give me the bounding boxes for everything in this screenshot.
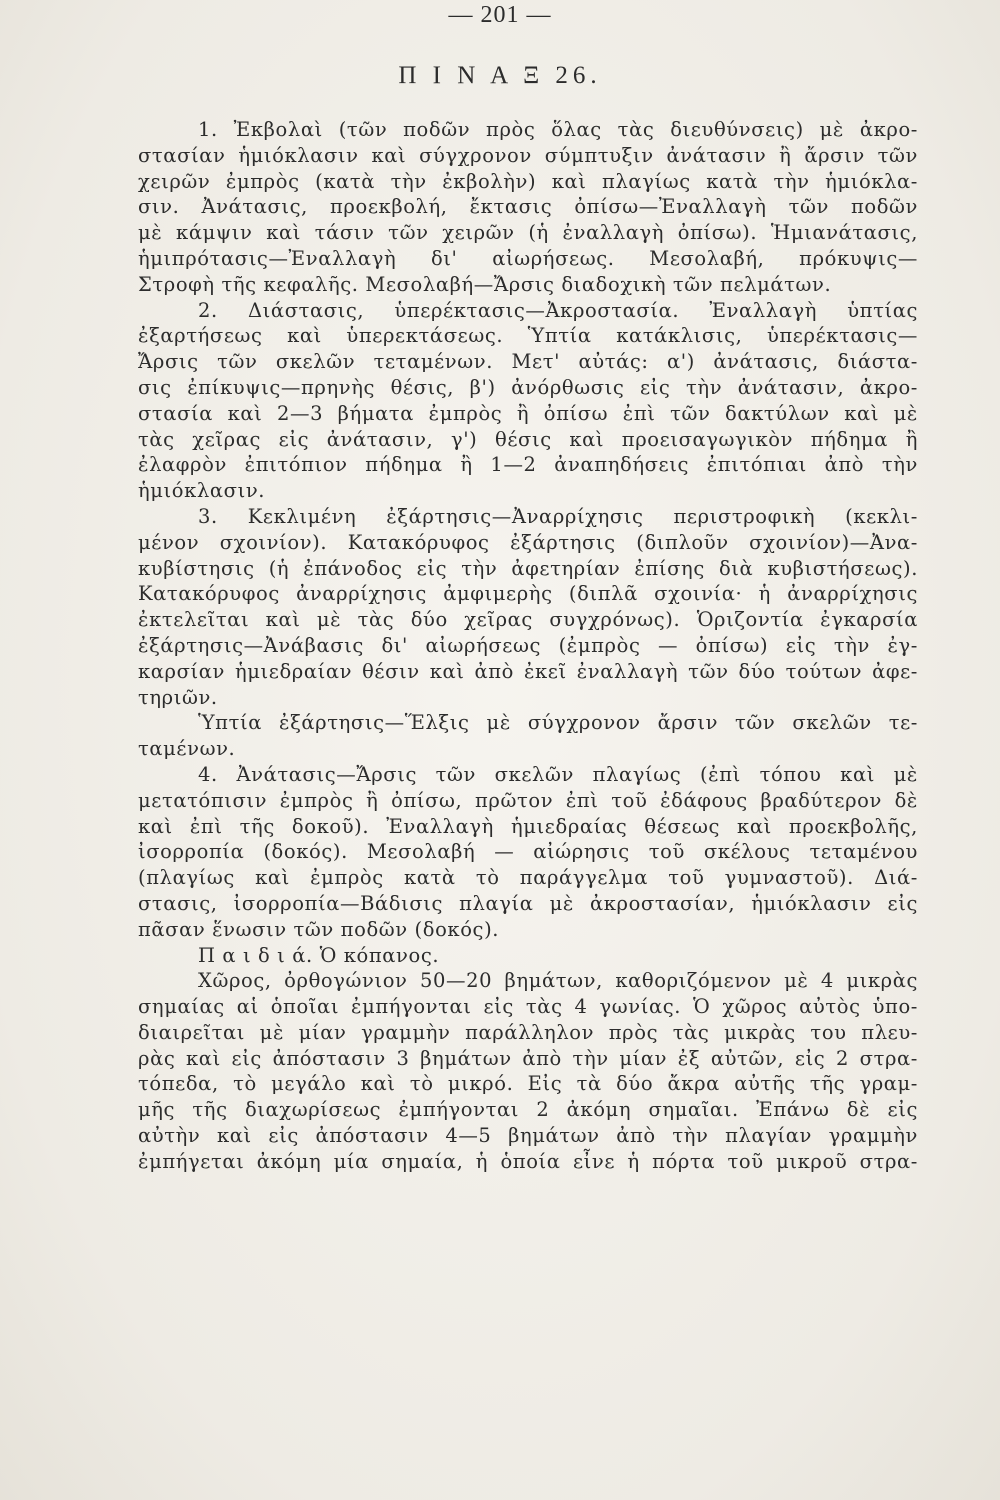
text-line: ἐμπήγεται ἀκόμη μία σημαία, ἡ ὁποία εἶνε ἡ πόρτα τοῦ μικροῦ στρα- [138, 1149, 918, 1173]
text-line: καρσίαν ἡμιεδραίαν θέσιν καὶ ἀπὸ ἐκεῖ ἐναλλαγὴ τῶν δύο τούτων ἀφε- [138, 659, 918, 683]
text-line: σιν. Ἀνάτασις, προεκβολή, ἔκτασις ὀπίσω—Ἐναλλαγὴ τῶν ποδῶν [138, 195, 918, 219]
text-line: ἐκτελεῖται καὶ μὲ τὰς δύο χεῖρας συγχρόνως). Ὁριζοντία ἐγκαρσία [138, 608, 918, 632]
text-line: Ὑπτία ἐξάρτησις—Ἕλξις μὲ σύγχρονον ἄρσιν τῶν σκελῶν τε- [198, 711, 918, 735]
text-line: ἡμιόκλασιν. [138, 479, 266, 503]
text-line: ἐξαρτήσεως καὶ ὑπερεκτάσεως. Ὑπτία κατάκλισις, ὑπερέκτασις— [138, 324, 918, 348]
text-line: μὲ κάμψιν καὶ τάσιν τῶν χειρῶν (ἡ ἐναλλαγὴ ὀπίσω). Ἡμιανάτασις, [138, 221, 918, 245]
text-line: σημαίας αἱ ὁποῖαι ἐμπήγονται εἰς τὰς 4 γωνίας. Ὁ χῶρος αὐτὸς ὑπο- [138, 995, 918, 1019]
text-line: ἐξάρτησις—Ἀνάβασις δι' αἰωρήσεως (ἐμπρὸς — ὀπίσω) εἰς τὴν ἐγ- [138, 633, 918, 657]
text-line: χειρῶν ἐμπρὸς (κατὰ τὴν ἐκβολὴν) καὶ πλαγίως κατὰ τὴν ἡμιόκλα- [138, 169, 918, 193]
page-heading: Π Ι Ν Α Ξ 26. [398, 62, 602, 89]
text-line: ἐλαφρὸν ἐπιτόπιον πήδημα ἢ 1—2 ἀναπηδήσεις ἐπιτόπιαι ἀπὸ τὴν [138, 453, 918, 477]
text-line: μετατόπισιν ἐμπρὸς ἢ ὀπίσω, πρῶτον ἐπὶ τοῦ ἐδάφους βραδύτερον δὲ [138, 788, 918, 812]
text-line: πᾶσαν ἕνωσιν τῶν ποδῶν (δοκός). [138, 917, 500, 941]
text-line: στασις, ἰσορροπία—Βάδισις πλαγία μὲ ἀκροστασίαν, ἡμιόκλασιν εἰς [138, 891, 918, 915]
text-line: διαιρεῖται μὲ μίαν γραμμὴν παράλληλον πρὸς τὰς μικρὰς του πλευ- [138, 1020, 918, 1044]
text-line: ταμένων. [138, 737, 236, 761]
text-line: 4. Ἀνάτασις—Ἄρσις τῶν σκελῶν πλαγίως (ἐπὶ τόπου καὶ μὲ [198, 762, 918, 786]
text-line: ρὰς καὶ εἰς ἀπόστασιν 3 βημάτων ἀπὸ τὴν μίαν ἐξ αὐτῶν, εἰς 2 στρα- [138, 1046, 918, 1070]
text-line: ἰσορροπία (δοκός). Μεσολαβή — αἰώρησις τοῦ σκέλους τεταμένου [138, 840, 918, 864]
text-line: Στροφὴ τῆς κεφαλῆς. Μεσολαβή—Ἄρσις διαδοχικὴ τῶν πελμάτων. [138, 272, 832, 296]
text-line: Ἄρσις τῶν σκελῶν τεταμένων. Μετ' αὐτάς: α') ἀνάτασις, διάστα- [138, 350, 918, 374]
text-line: 1. Ἐκβολαὶ (τῶν ποδῶν πρὸς ὅλας τὰς διευθύνσεις) μὲ ἀκρο- [198, 118, 918, 141]
text-line: σις ἐπίκυψις—πρηνὴς θέσις, β') ἀνόρθωσις εἰς τὴν ἀνάτασιν, ἀκρο- [138, 375, 918, 399]
text-line: τηριῶν. [138, 685, 218, 709]
body-text [138, 117, 918, 1175]
text-line: καὶ ἐπὶ τῆς δοκοῦ). Ἐναλλαγὴ ἡμιεδραίας θέσεως καὶ προεκβολῆς, [138, 814, 918, 838]
text-line: κυβίστησις (ἡ ἐπάνοδος εἰς τὴν ἀφετηρίαν ἐπίσης διὰ κυβιστήσεως). [138, 556, 918, 580]
text-line: 2. Διάστασις, ὑπερέκτασις—Ἀκροστασία. Ἐναλλαγὴ ὑπτίας [198, 298, 918, 322]
page-number: — 201 — [448, 2, 552, 28]
text-line: (πλαγίως καὶ ἐμπρὸς κατὰ τὸ παράγγελμα τοῦ γυμναστοῦ). Διά- [138, 866, 918, 890]
text-line: τόπεδα, τὸ μεγάλο καὶ τὸ μικρό. Εἰς τὰ δύο ἄκρα αὐτῆς τῆς γραμ- [138, 1072, 918, 1096]
text-line: μένον σχοινίον). Κατακόρυφος ἐξάρτησις (διπλοῦν σχοινίον)—Ἀνα- [138, 530, 918, 554]
text-line: Π α ι δ ι ά. Ὁ κόπανος. [198, 943, 440, 967]
text-line: αὐτὴν καὶ εἰς ἀπόστασιν 4—5 βημάτων ἀπὸ τὴν πλαγίαν γραμμὴν [138, 1124, 918, 1148]
text-line: μῆς τῆς διαχωρίσεως ἐμπήγονται 2 ἀκόμη σημαῖαι. Ἐπάνω δὲ εἰς [138, 1098, 918, 1122]
text-line: Κατακόρυφος ἀναρρίχησις ἀμφιμερὴς (διπλᾶ σχοινία· ἡ ἀναρρίχησις [138, 582, 918, 606]
text-line: στασία καὶ 2—3 βήματα ἐμπρὸς ἢ ὀπίσω ἐπὶ τῶν δακτύλων καὶ μὲ [138, 401, 918, 425]
text-line: στασίαν ἡμιόκλασιν καὶ σύγχρονον σύμπτυξιν ἀνάτασιν ἢ ἄρσιν τῶν [138, 143, 918, 167]
text-line: τὰς χεῖρας εἰς ἀνάτασιν, γ') θέσις καὶ προεισαγωγικὸν πήδημα ἢ [138, 427, 918, 451]
text-line: 3. Κεκλιμένη ἐξάρτησις—Ἀναρρίχησις περιστροφικὴ (κεκλι- [198, 504, 918, 528]
text-line: ἡμιπρότασις—Ἐναλλαγὴ δι' αἰωρήσεως. Μεσολαβή, πρόκυψις— [138, 246, 918, 270]
text-line: Χῶρος, ὀρθογώνιον 50—20 βημάτων, καθοριζόμενον μὲ 4 μικρὰς [198, 969, 918, 993]
